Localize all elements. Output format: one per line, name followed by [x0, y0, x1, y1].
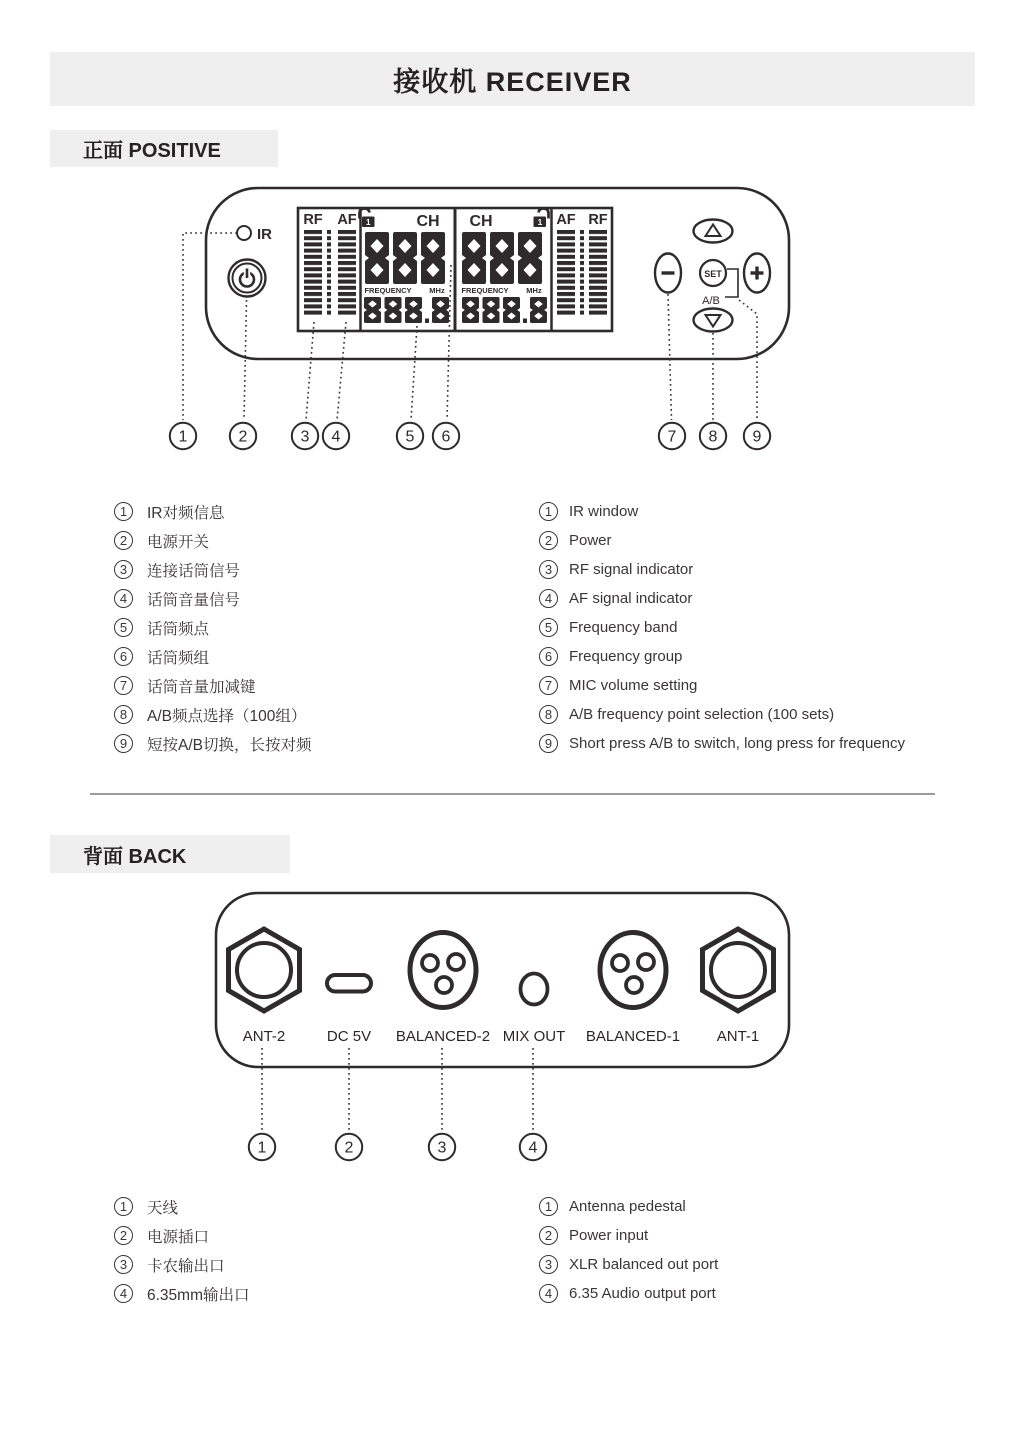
- list-item: [539, 526, 905, 555]
- callout: [249, 1134, 275, 1160]
- section-title-back: 背面 BACK: [83, 845, 187, 868]
- legend-number: 6: [539, 647, 558, 666]
- list-item: [114, 1192, 250, 1221]
- legend-text: 卡农输出口: [147, 1257, 225, 1275]
- section-title-front: 正面 POSITIVE: [83, 140, 221, 162]
- rf-meter-right: [588, 212, 607, 316]
- legend-number: 8: [114, 705, 133, 724]
- frequency-digits-right: [462, 297, 547, 323]
- legend-text: 电源插口: [147, 1228, 210, 1246]
- port-label-ant1: ANT-1: [716, 1028, 760, 1045]
- callout: [170, 423, 196, 449]
- callout: [397, 423, 423, 449]
- legend-number: 2: [539, 1226, 558, 1245]
- ch-label-left: CH: [416, 213, 440, 230]
- front-panel-figure: [150, 175, 830, 470]
- legend-text: A/B frequency point selection (100 sets): [569, 706, 835, 723]
- svg-text:4: 4: [331, 428, 341, 446]
- legend-text: 天线: [147, 1199, 179, 1217]
- legend-text: Frequency group: [569, 648, 683, 665]
- legend-text: 电源开关: [147, 533, 210, 551]
- legend-text: 话筒音量信号: [147, 591, 241, 609]
- port-label-balanced2: BALANCED-2: [395, 1028, 491, 1045]
- legend-text: 6.35 Audio output port: [569, 1285, 716, 1302]
- legend-number: 3: [539, 1255, 558, 1274]
- section-header-front: [50, 130, 278, 167]
- back-legend-en: [539, 1192, 718, 1308]
- svg-text:8: 8: [708, 428, 718, 446]
- svg-text:AF: AF: [556, 212, 576, 228]
- list-item: [114, 729, 311, 758]
- list-item: [114, 671, 311, 700]
- svg-text:AF: AF: [337, 212, 357, 228]
- page-title: 接收机 RECEIVER: [393, 66, 632, 97]
- legend-number: 4: [114, 589, 133, 608]
- frequency-label-left: FREQUENCY: [364, 286, 412, 295]
- svg-text:4: 4: [528, 1139, 538, 1157]
- channel-digits-left: [365, 232, 445, 284]
- callout: [230, 423, 256, 449]
- svg-text:3: 3: [300, 428, 310, 446]
- legend-text: RF signal indicator: [569, 561, 694, 578]
- svg-text:3: 3: [437, 1139, 447, 1157]
- list-item: [114, 700, 311, 729]
- legend-number: 5: [539, 618, 558, 637]
- svg-text:2: 2: [238, 428, 248, 446]
- callout: [700, 423, 726, 449]
- legend-number: 9: [114, 734, 133, 753]
- list-item: [539, 584, 905, 613]
- svg-text:5: 5: [405, 428, 415, 446]
- legend-text: XLR balanced out port: [569, 1256, 719, 1273]
- list-item: [114, 497, 311, 526]
- legend-text: MIC volume setting: [569, 677, 698, 694]
- port-label-balanced1: BALANCED-1: [585, 1028, 681, 1045]
- front-callouts: [170, 423, 770, 449]
- list-item: [114, 555, 311, 584]
- svg-text:RF: RF: [588, 212, 608, 228]
- af-meter-left: [337, 212, 356, 316]
- legend-text: 话筒音量加减键: [147, 678, 256, 696]
- svg-text:1: 1: [365, 217, 371, 227]
- svg-text:7: 7: [667, 428, 677, 446]
- legend-number: 1: [539, 502, 558, 521]
- legend-number: 6: [114, 647, 133, 666]
- legend-text: AF signal indicator: [569, 590, 693, 607]
- callout: [429, 1134, 455, 1160]
- legend-text: Frequency band: [569, 619, 678, 636]
- legend-number: 4: [539, 589, 558, 608]
- legend-number: 4: [539, 1284, 558, 1303]
- list-item: [539, 700, 905, 729]
- list-item: [114, 1250, 250, 1279]
- legend-number: 3: [539, 560, 558, 579]
- callout: [336, 1134, 362, 1160]
- channel-digits-right: [462, 232, 542, 284]
- svg-text:9: 9: [752, 428, 762, 446]
- legend-text: IR window: [569, 503, 639, 520]
- svg-text:6: 6: [441, 428, 451, 446]
- legend-number: 9: [539, 734, 558, 753]
- list-item: [539, 1250, 718, 1279]
- legend-text: Short press A/B to switch, long press for frequency: [569, 735, 905, 752]
- front-legend-en: [539, 497, 905, 758]
- back-panel-figure: [190, 880, 820, 1170]
- legend-number: 1: [539, 1197, 558, 1216]
- svg-text:2: 2: [344, 1139, 354, 1157]
- callout: [292, 423, 318, 449]
- list-item: [539, 555, 905, 584]
- callout: [659, 423, 685, 449]
- svg-text:1: 1: [178, 428, 188, 446]
- legend-text: A/B频点选择（100组）: [147, 707, 307, 725]
- legend-number: 2: [114, 531, 133, 550]
- legend-number: 3: [114, 560, 133, 579]
- front-legend-cn: [114, 497, 311, 758]
- legend-number: 8: [539, 705, 558, 724]
- legend-number: 5: [114, 618, 133, 637]
- svg-text:1: 1: [537, 217, 543, 227]
- callout: [323, 423, 349, 449]
- section-divider: [90, 793, 935, 795]
- legend-text: 短按A/B切换，长按对频: [147, 736, 312, 754]
- list-item: [539, 671, 905, 700]
- legend-text: 话筒频点: [147, 620, 210, 638]
- legend-number: 2: [114, 1226, 133, 1245]
- list-item: [539, 1192, 718, 1221]
- svg-text:SET: SET: [704, 269, 722, 279]
- legend-text: IR对频信息: [147, 504, 225, 522]
- list-item: [539, 613, 905, 642]
- ch-label-right: CH: [469, 213, 493, 230]
- port-label-dc5v: DC 5V: [326, 1028, 372, 1045]
- svg-text:RF: RF: [303, 212, 323, 228]
- legend-text: Power: [569, 532, 612, 549]
- frequency-label-right: FREQUENCY: [461, 286, 509, 295]
- ab-label: A/B: [702, 295, 720, 307]
- mhz-label-left: MHz: [429, 286, 445, 295]
- legend-number: 1: [114, 502, 133, 521]
- list-item: [114, 584, 311, 613]
- svg-text:1: 1: [257, 1139, 267, 1157]
- section-header-back: [50, 835, 290, 873]
- port-label-mixout: MIX OUT: [502, 1028, 566, 1045]
- callout: [433, 423, 459, 449]
- callout: [520, 1134, 546, 1160]
- list-item: [539, 1221, 718, 1250]
- legend-number: 4: [114, 1284, 133, 1303]
- list-item: [114, 1279, 250, 1308]
- lcd-display: [298, 208, 612, 331]
- back-callouts: [249, 1134, 546, 1160]
- list-item: [539, 497, 905, 526]
- list-item: [539, 1279, 718, 1308]
- list-item: [539, 642, 905, 671]
- legend-number: 2: [539, 531, 558, 550]
- list-item: [114, 526, 311, 555]
- legend-text: 6.35mm输出口: [147, 1286, 250, 1304]
- callout: [744, 423, 770, 449]
- page-title-banner: [50, 52, 975, 106]
- legend-text: Power input: [569, 1227, 649, 1244]
- list-item: [539, 729, 905, 758]
- port-label-ant2: ANT-2: [242, 1028, 286, 1045]
- legend-number: 7: [114, 676, 133, 695]
- frequency-digits-left: [364, 297, 449, 323]
- legend-number: 7: [539, 676, 558, 695]
- mhz-label-right: MHz: [526, 286, 542, 295]
- legend-number: 3: [114, 1255, 133, 1274]
- ir-label: IR: [257, 226, 272, 243]
- legend-text: Antenna pedestal: [569, 1198, 686, 1215]
- back-legend-cn: [114, 1192, 250, 1308]
- list-item: [114, 642, 311, 671]
- list-item: [114, 1221, 250, 1250]
- legend-text: 话筒频组: [147, 649, 210, 667]
- list-item: [114, 613, 311, 642]
- legend-text: 连接话筒信号: [147, 562, 241, 580]
- legend-number: 1: [114, 1197, 133, 1216]
